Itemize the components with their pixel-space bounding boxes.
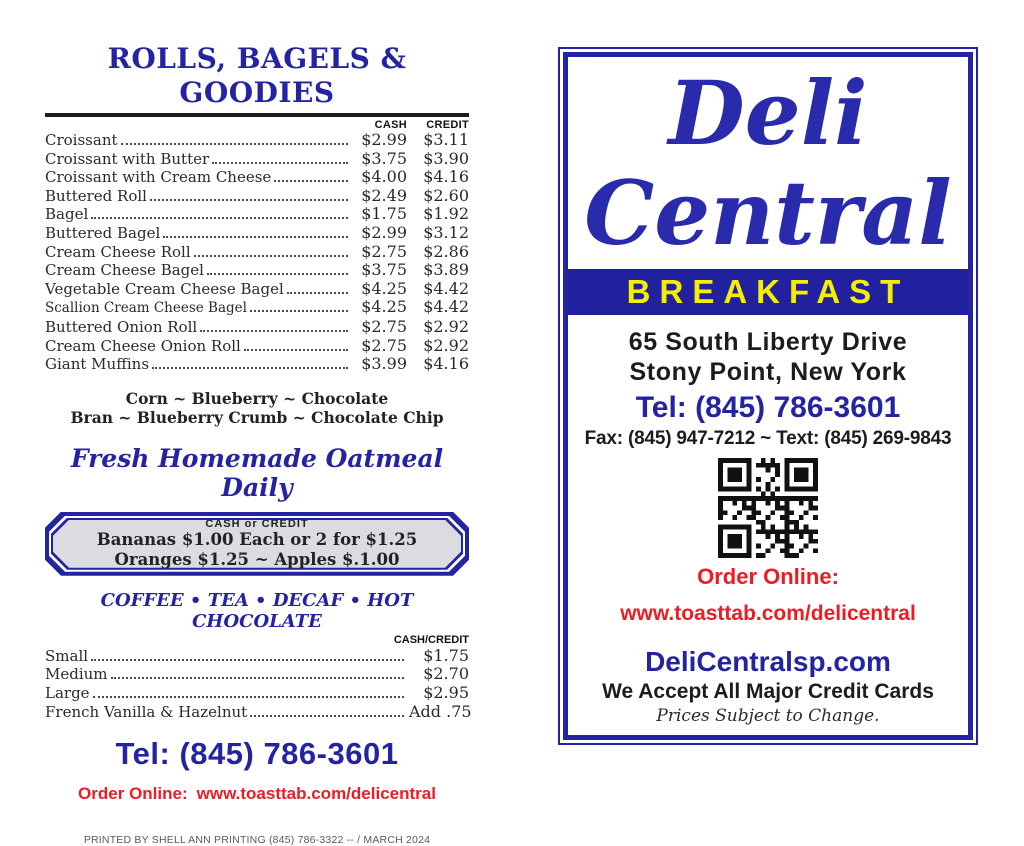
- dotted-leader: [212, 162, 348, 164]
- title-divider-rule: [45, 113, 469, 117]
- item-credit-price: $3.12: [423, 222, 469, 242]
- section-title-rolls-bagels: ROLLS, BAGELS & GOODIES: [107, 42, 407, 109]
- dotted-leader: [250, 715, 404, 717]
- item-price: Add .75: [409, 701, 472, 721]
- breakfast-banner: BREAKFAST: [568, 269, 968, 315]
- menu-item-row: [45, 168, 469, 187]
- coffee-item-row: [45, 647, 469, 666]
- fax-text-line: Fax: (845) 947-7212 ~ Text: (845) 269-9843: [584, 428, 952, 449]
- item-credit-price: $4.42: [423, 278, 469, 298]
- dotted-leader: [93, 696, 404, 698]
- dotted-leader: [244, 349, 348, 351]
- printer-credit-footer: PRINTED BY SHELL ANN PRINTING (845) 786-3322 -- / MARCH 2024: [83, 834, 431, 846]
- dotted-leader: [163, 236, 348, 238]
- dotted-leader: [150, 199, 348, 201]
- item-price: $1.75: [423, 645, 469, 665]
- item-cash-price: $1.75: [361, 204, 407, 224]
- qr-code-icon: [568, 458, 968, 558]
- order-online-url: www.toasttab.com/delicentral: [196, 784, 436, 804]
- item-name: Cream Cheese Bagel: [45, 261, 204, 280]
- item-name: Cream Cheese Onion Roll: [45, 336, 241, 355]
- dotted-leader: [250, 310, 348, 312]
- coffee-item-row: [45, 665, 469, 684]
- item-name: Scallion Cream Cheese Bagel: [45, 300, 247, 317]
- item-price: $2.70: [423, 664, 469, 684]
- item-credit-price: $2.92: [423, 335, 469, 355]
- menu-left-column: [45, 42, 472, 846]
- order-online-url: www.toasttab.com/delicentral: [620, 602, 916, 625]
- dotted-leader: [91, 217, 348, 219]
- item-cash-price: $4.25: [361, 297, 407, 317]
- item-name: Cream Cheese Roll: [45, 242, 191, 261]
- item-name: Buttered Bagel: [45, 223, 161, 242]
- coffee-price-table: [45, 645, 472, 721]
- item-credit-price: $1.92: [423, 204, 469, 224]
- menu-item-row: [45, 205, 469, 224]
- dotted-leader: [121, 143, 348, 145]
- menu-item-row: [45, 337, 469, 356]
- item-credit-price: $2.60: [423, 185, 469, 205]
- item-cash-price: $2.99: [361, 130, 407, 149]
- order-online-label: Order Online:: [697, 564, 839, 589]
- dotted-leader: [207, 273, 348, 275]
- item-credit-price: $3.11: [423, 130, 469, 149]
- menu-item-row: [45, 150, 469, 169]
- phone-number: Tel: (845) 786-3601: [635, 391, 901, 424]
- item-credit-price: $3.89: [423, 260, 469, 280]
- item-name: Small: [45, 646, 89, 665]
- logo-word-deli: Deli: [668, 61, 868, 165]
- cover-panel: [558, 47, 978, 745]
- item-name: Buttered Onion Roll: [45, 317, 198, 336]
- logo-word-central: Central: [584, 161, 952, 265]
- item-cash-price: $3.75: [361, 148, 407, 168]
- credit-cards-note: We Accept All Major Credit Cards: [602, 680, 934, 703]
- coffee-price-header: CASH/CREDIT: [393, 633, 469, 646]
- dotted-leader: [91, 659, 404, 661]
- coffee-section-title: COFFEE • TEA • DECAF • HOT CHOCOLATE: [100, 589, 414, 632]
- coffee-item-row: [45, 701, 472, 722]
- muffin-flavors: [45, 389, 469, 427]
- muffin-flavors-line1: Corn ~ Blueberry ~ Chocolate: [125, 388, 389, 408]
- dotted-leader: [287, 292, 348, 294]
- order-online-line: [45, 784, 469, 804]
- menu-item-row: [45, 187, 469, 206]
- menu-item-row: [45, 243, 469, 262]
- coffee-item-row: [45, 684, 469, 703]
- item-credit-price: $2.86: [423, 241, 469, 261]
- item-name: Bagel: [45, 205, 89, 224]
- item-name: Croissant: [45, 131, 118, 149]
- fruit-box-header: CASH or CREDIT: [205, 517, 309, 530]
- item-cash-price: $3.75: [361, 260, 407, 280]
- item-cash-price: $4.25: [361, 278, 407, 298]
- deli-central-logo: [568, 57, 968, 265]
- address-line2: Stony Point, New York: [629, 358, 907, 386]
- prices-subject-note: Prices Subject to Change.: [656, 706, 880, 726]
- item-name: Medium: [45, 665, 108, 684]
- dotted-leader: [111, 677, 404, 679]
- item-name: Croissant with Butter: [45, 149, 210, 168]
- website-url: DeliCentralsp.com: [645, 646, 891, 677]
- item-cash-price: $4.00: [361, 167, 407, 187]
- menu-item-row: [45, 261, 469, 280]
- item-credit-price: $4.16: [423, 354, 469, 374]
- cover-panel-inner: [563, 52, 973, 740]
- fruit-box-line1: Bananas $1.00 Each or 2 for $1.25: [96, 529, 418, 549]
- dotted-leader: [200, 330, 348, 332]
- item-name: Croissant with Cream Cheese: [45, 168, 272, 187]
- menu-item-row: [45, 298, 469, 318]
- item-cash-price: $2.99: [361, 222, 407, 242]
- item-cash-price: $2.75: [361, 241, 407, 261]
- order-online-label: Order Online:: [78, 784, 188, 804]
- item-name: Giant Muffins: [45, 355, 150, 374]
- fruit-price-box: [45, 512, 469, 576]
- item-cash-price: $2.75: [361, 335, 407, 355]
- qr-code-graphic: [718, 458, 818, 558]
- item-credit-price: $2.92: [423, 316, 469, 336]
- item-cash-price: $2.49: [361, 185, 407, 205]
- item-name: French Vanilla & Hazelnut: [45, 702, 248, 721]
- item-name: Vegetable Cream Cheese Bagel: [45, 279, 284, 298]
- dotted-leader: [274, 180, 348, 182]
- oatmeal-headline: Fresh Homemade Oatmeal Daily: [70, 443, 444, 502]
- address-line1: 65 South Liberty Drive: [628, 328, 908, 356]
- cash-column-header: CASH: [374, 119, 407, 131]
- item-credit-price: $4.16: [423, 167, 469, 187]
- item-credit-price: $4.42: [423, 297, 469, 317]
- item-cash-price: $3.99: [361, 354, 407, 374]
- menu-item-row: [45, 224, 469, 243]
- phone-number: Tel: (845) 786-3601: [115, 736, 399, 772]
- price-table: [45, 131, 469, 374]
- item-name: Buttered Roll: [45, 186, 147, 205]
- menu-item-row: [45, 280, 469, 299]
- menu-item-row: [45, 355, 469, 374]
- fruit-box-content: [45, 512, 469, 576]
- dotted-leader: [152, 367, 348, 369]
- item-cash-price: $2.75: [361, 316, 407, 336]
- credit-column-header: CREDIT: [426, 119, 469, 131]
- address-block: [568, 327, 968, 387]
- fruit-box-line2: Oranges $1.25 ~ Apples $.1.00: [114, 549, 400, 569]
- item-credit-price: $3.90: [423, 148, 469, 168]
- menu-item-row: [45, 318, 469, 337]
- item-price: $2.95: [423, 682, 469, 702]
- dotted-leader: [194, 255, 348, 257]
- item-name: Large: [45, 683, 90, 702]
- menu-item-row: [45, 131, 469, 150]
- muffin-flavors-line2: Bran ~ Blueberry Crumb ~ Chocolate Chip: [70, 407, 444, 427]
